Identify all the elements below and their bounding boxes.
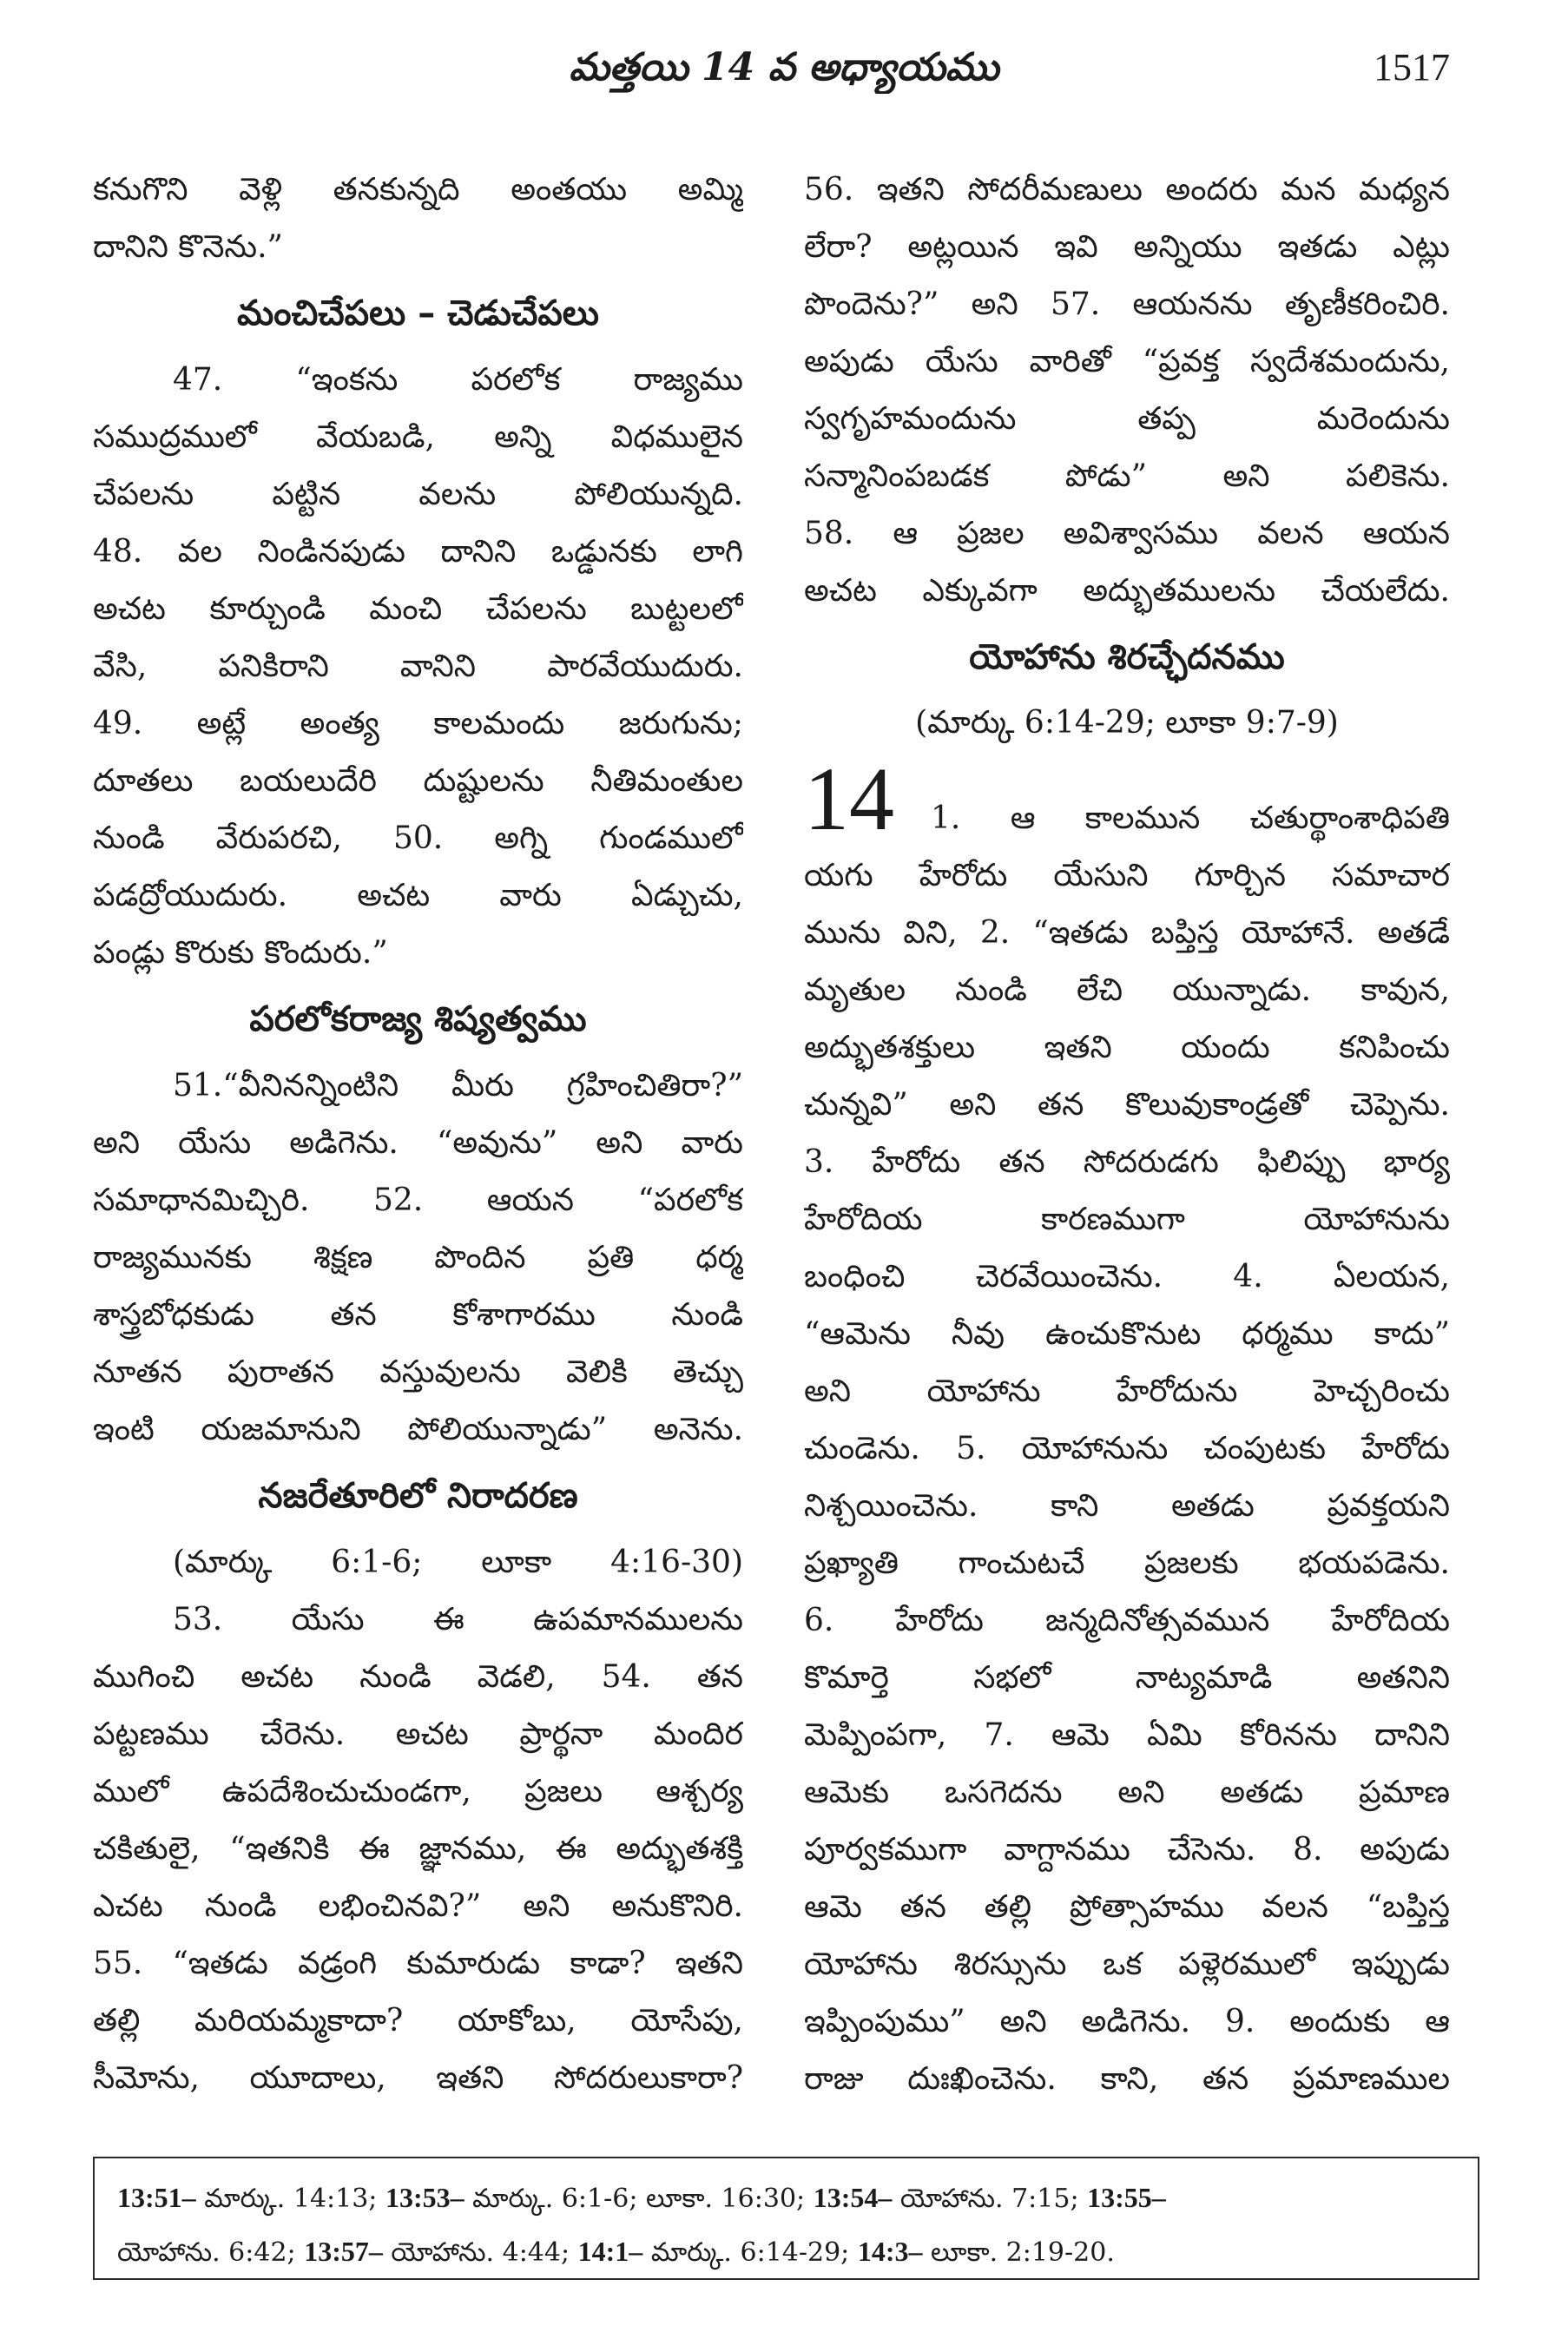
text-line: కనుగొని వెళ్లి తనకున్నది అంతయు అమ్మి — [93, 172, 743, 208]
text-line: నూతన పురాతన వస్తువులను వెలికి తెచ్చు — [93, 1354, 743, 1390]
text-line: ఆమెకు ఒసగెదను అని అతడు ప్రమాణ — [804, 1775, 1450, 1810]
text-line: 51.“వీనినన్నింటిని మీరు గ్రహించితిరా?” — [173, 1068, 743, 1104]
text-line: 56. ఇతని సోదరీమణులు అందరు మన మధ్యన — [804, 172, 1450, 208]
cross-references-line — [117, 2171, 1460, 2224]
text-line: సన్మానింపబడక పోడు” అని పలికెను. — [804, 458, 1450, 494]
text-line: 58. ఆ ప్రజల అవిశ్వాసము వలన ఆయన — [804, 516, 1450, 551]
cross-reference-target: యోహాను. 6:42; — [117, 2237, 296, 2268]
text-line: చేపలను పట్టిన వలను పోలియున్నది. — [93, 477, 743, 512]
chapter-number: 14 — [804, 752, 894, 847]
text-line: 53. యేసు ఈ ఉపమానములను — [173, 1602, 743, 1637]
cross-reference-target: యోహాను. 4:44; — [391, 2237, 570, 2268]
text-line: హేరోదియ కారణముగా యోహానును — [804, 1202, 1450, 1237]
text-line: బంధించి చెరవేయించెను. 4. ఏలయన, — [804, 1259, 1450, 1295]
text-line: నుండి వేరుపరచి, 50. అగ్ని గుండములో — [93, 820, 743, 856]
text-line: ముగించి అచట నుండి వెడలి, 54. తన — [93, 1659, 743, 1695]
text-line: పండ్లు కొరుకు కొందురు.” — [93, 935, 388, 971]
text-line: ఎచట నుండి లభించినవి?” అని అనుకొనిరి. — [93, 1888, 743, 1924]
text-line: ములో ఉపదేశించుచుండగా, ప్రజలు ఆశ్చర్య — [93, 1774, 743, 1809]
text-line: నిశ్చయించెను. కాని అతడు ప్రవక్తయని — [804, 1488, 1450, 1524]
right-column — [804, 161, 1450, 2108]
left-column — [93, 161, 743, 2108]
text-line: పట్టణము చేరెను. అచట ప్రార్థనా మందిర — [93, 1716, 743, 1752]
text-line: అచట ఎక్కువగా అద్భుతములను చేయలేదు. — [804, 573, 1450, 609]
cross-reference-target: లూకా. 2:19-20. — [931, 2237, 1115, 2268]
chapter-opening-line — [804, 752, 1450, 847]
text-line: ప్రఖ్యాతి గాంచుటచే ప్రజలకు భయపడెను. — [804, 1545, 1450, 1581]
text-line: లేరా? అట్లయిన ఇవి అన్నియు ఇతడు ఎట్లు — [804, 229, 1450, 265]
text-line: అని యోహాను హేరోదును హెచ్చరించు — [804, 1374, 1450, 1409]
text-line: మృతుల నుండి లేచి యున్నాడు. కావున, — [804, 972, 1450, 1008]
text-line: ఇప్పింపుము” అని అడిగెను. 9. అందుకు ఆ — [804, 2004, 1450, 2039]
text-line: 55. “ఇతడు వడ్రంగి కుమారుడు కాడా? ఇతని — [93, 1946, 743, 1981]
text-line: రాజు దుఃఖించెను. కాని, తన ప్రమాణముల — [804, 2061, 1450, 2097]
text-line: అపుడు యేసు వారితో “ప్రవక్త స్వదేశమందును, — [804, 344, 1450, 379]
text-line: 48. వల నిండినపుడు దానిని ఒడ్డునకు లాగి — [93, 534, 743, 570]
cross-reference-verse: 13:55– — [1087, 2182, 1166, 2213]
parallel-reference: (మార్కు 6:14-29; లూకా 9:7-9) — [915, 705, 1339, 741]
cross-reference-target: మార్కు. 6:14-29; — [650, 2237, 850, 2268]
text-line: అని యేసు అడిగెను. “అవును” అని వారు — [93, 1125, 743, 1161]
text-line: 6. హేరోదు జన్మదినోత్సవమున హేరోదియ — [804, 1603, 1450, 1638]
chapter-title: మత్తయి 14 వ అధ్యాయము — [569, 45, 999, 89]
section-heading: యోహాను శిరచ్ఛేదనము — [969, 637, 1285, 677]
cross-reference-target: యోహాను. 7:15; — [899, 2184, 1079, 2214]
parallel-reference: (మార్కు 6:1-6; లూకా 4:16-30) — [173, 1545, 743, 1580]
text-line: 3. హేరోదు తన సోదరుడగు ఫిలిప్పు భార్య — [804, 1144, 1450, 1180]
text-line: అద్భుతశక్తులు ఇతని యందు కనిపించు — [804, 1030, 1450, 1065]
text-line: మెప్పింపగా, 7. ఆమె ఏమి కోరినను దానిని — [804, 1717, 1450, 1753]
text-line: దూతలు బయలుదేరి దుష్టులను నీతిమంతుల — [93, 763, 743, 799]
cross-references-box — [93, 2157, 1479, 2280]
text-line: దానిని కొనెను.” — [93, 229, 283, 265]
text-line: పొందెను?” అని 57. ఆయనను తృణీకరించిరి. — [804, 287, 1450, 322]
text-line: మును విని, 2. “ఇతడు బప్తిస్త యోహానే. అతడే — [804, 915, 1450, 951]
text-line: శాస్త్రబోధకుడు తన కోశాగారము నుండి — [93, 1297, 743, 1333]
cross-reference-verse: 14:3– — [857, 2236, 923, 2267]
text-line: సమాధానమిచ్చిరి. 52. ఆయన “పరలోక — [93, 1183, 743, 1218]
text-line: స్వగృహమందును తప్ప మరెందును — [804, 401, 1450, 437]
section-heading: పరలోకరాజ్య శిష్యత్వము — [249, 999, 587, 1039]
page-number: 1517 — [1374, 46, 1450, 89]
cross-reference-verse: 14:1– — [577, 2236, 643, 2267]
cross-reference-verse: 13:57– — [304, 2236, 383, 2267]
text-line: 1. ఆ కాలమున చతుర్థాంశాధిపతి — [931, 800, 1450, 836]
cross-references-line — [117, 2224, 1460, 2278]
text-line: చున్నవి” అని తన కొలువుకాండ్రతో చెప్పెను. — [804, 1087, 1450, 1123]
text-line: వేసి, పనికిరాని వానిని పారవేయుదురు. — [93, 649, 743, 684]
text-line: “ఆమెను నీవు ఉంచుకొనుట ధర్మము కాదు” — [804, 1316, 1450, 1352]
text-line: తల్లి మరియమ్మకాదా? యాకోబు, యోసేపు, — [93, 2003, 743, 2039]
text-line: యోహాను శిరస్సును ఒక పళ్లెరములో ఇప్పుడు — [804, 1947, 1450, 1982]
text-line: చుండెను. 5. యోహానును చంపుటకు హేరోదు — [804, 1431, 1450, 1466]
text-line: ఆమె తన తల్లి ప్రోత్సాహము వలన “బప్తిస్త — [804, 1889, 1450, 1925]
text-line: సీమోను, యూదాలు, ఇతని సోదరులుకారా? — [93, 2060, 743, 2096]
text-line: 49. అట్లే అంత్య కాలమందు జరుగును; — [93, 706, 743, 741]
text-line: పూర్వకముగా వాగ్దానము చేసెను. 8. అపుడు — [804, 1832, 1450, 1868]
text-line: యగు హేరోదు యేసుని గూర్చిన సమాచార — [804, 858, 1450, 893]
text-line: సముద్రములో వేయబడి, అన్ని విధములైన — [93, 419, 743, 455]
cross-reference-target: మార్కు. 6:1-6; లూకా. 16:30; — [472, 2184, 806, 2214]
text-line: ఇంటి యజమానుని పోలియున్నాడు” అనెను. — [93, 1412, 743, 1447]
cross-reference-verse: 13:51– — [117, 2182, 196, 2213]
cross-reference-target: మార్కు. 14:13; — [204, 2184, 378, 2214]
cross-reference-verse: 13:53– — [385, 2182, 464, 2213]
text-line: అచట కూర్చుండి మంచి చేపలను బుట్టలలో — [93, 591, 743, 627]
text-line: కొమార్తె సభలో నాట్యమాడి అతనిని — [804, 1660, 1450, 1696]
text-line: 47. “ఇంకను పరలోక రాజ్యము — [173, 362, 743, 398]
text-line: రాజ్యమునకు శిక్షణ పొందిన ప్రతి ధర్మ — [93, 1240, 743, 1275]
section-heading: మంచిచేపలు – చెడుచేపలు — [236, 293, 599, 333]
cross-reference-verse: 13:54– — [813, 2182, 893, 2213]
text-line: చకితులై, “ఇతనికి ఈ జ్ఞానము, ఈ అద్భుతశక్తి — [93, 1831, 743, 1867]
text-line: పడద్రోయుదురు. అచట వారు ఏడ్చుచు, — [93, 878, 743, 913]
section-heading: నజరేతూరిలో నిరాదరణ — [258, 1476, 578, 1516]
